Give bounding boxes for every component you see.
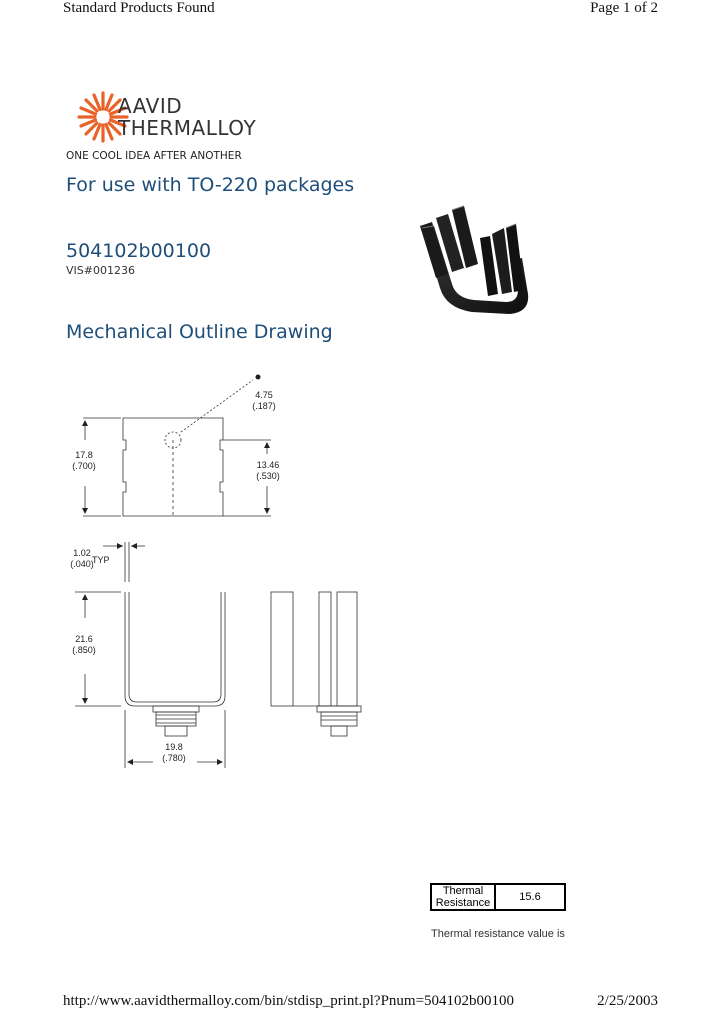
logo-brand-line2: THERMALLOY: [118, 116, 257, 140]
dim-hole-in: (.187): [252, 401, 276, 412]
dim-hole-diameter: [248, 390, 280, 413]
dim-height: [66, 450, 102, 473]
part-number: 504102b00100: [66, 240, 212, 262]
thermal-note: Thermal resistance value is: [431, 928, 565, 940]
thermal-resistance-label: [431, 884, 495, 910]
print-header-title: Standard Products Found: [63, 0, 215, 16]
print-header-page: Page 1 of 2: [590, 0, 658, 16]
dim-typ-label: TYP: [92, 555, 110, 565]
dim-fin-height: [66, 634, 102, 657]
dim-fin-in: (.850): [72, 645, 96, 656]
thermal-resistance-value: 15.6: [495, 884, 565, 910]
dim-fin-mm: 21.6: [75, 634, 93, 644]
dim-thick-mm: 1.02: [73, 548, 91, 558]
dim-hole-mm: 4.75: [255, 390, 273, 400]
thermal-label-line2: Resistance: [435, 897, 491, 910]
dim-thick-in: (.040): [70, 559, 94, 570]
company-logo: [66, 88, 266, 168]
drawing-title: Mechanical Outline Drawing: [66, 321, 333, 343]
dim-hole-pos-mm: 13.46: [256, 460, 280, 470]
logo-brand-line1: AAVID: [118, 94, 183, 118]
dim-height-mm: 17.8: [75, 450, 93, 460]
thermal-label-line1: Thermal: [442, 885, 484, 897]
thermal-resistance-table: [430, 883, 566, 911]
dim-hole-pos-in: (.530): [256, 471, 280, 482]
dim-hole-position: [250, 460, 286, 483]
vis-number: VIS#001236: [66, 264, 135, 277]
heatsink-product-image: [412, 198, 540, 316]
footer-url: http://www.aavidthermalloy.com/bin/stdisp_print.pl?Pnum=504102b00100: [63, 993, 515, 1009]
logo-tagline: ONE COOL IDEA AFTER ANOTHER: [66, 150, 242, 162]
usage-heading: For use with TO-220 packages: [66, 174, 355, 196]
footer-date: 2/25/2003: [597, 993, 658, 1009]
dim-width: [156, 742, 192, 765]
mechanical-outline-drawing: [55, 370, 375, 780]
dim-width-in: (.780): [162, 753, 186, 764]
dim-height-in: (.700): [72, 461, 96, 472]
dim-width-mm: 19.8: [165, 742, 183, 752]
